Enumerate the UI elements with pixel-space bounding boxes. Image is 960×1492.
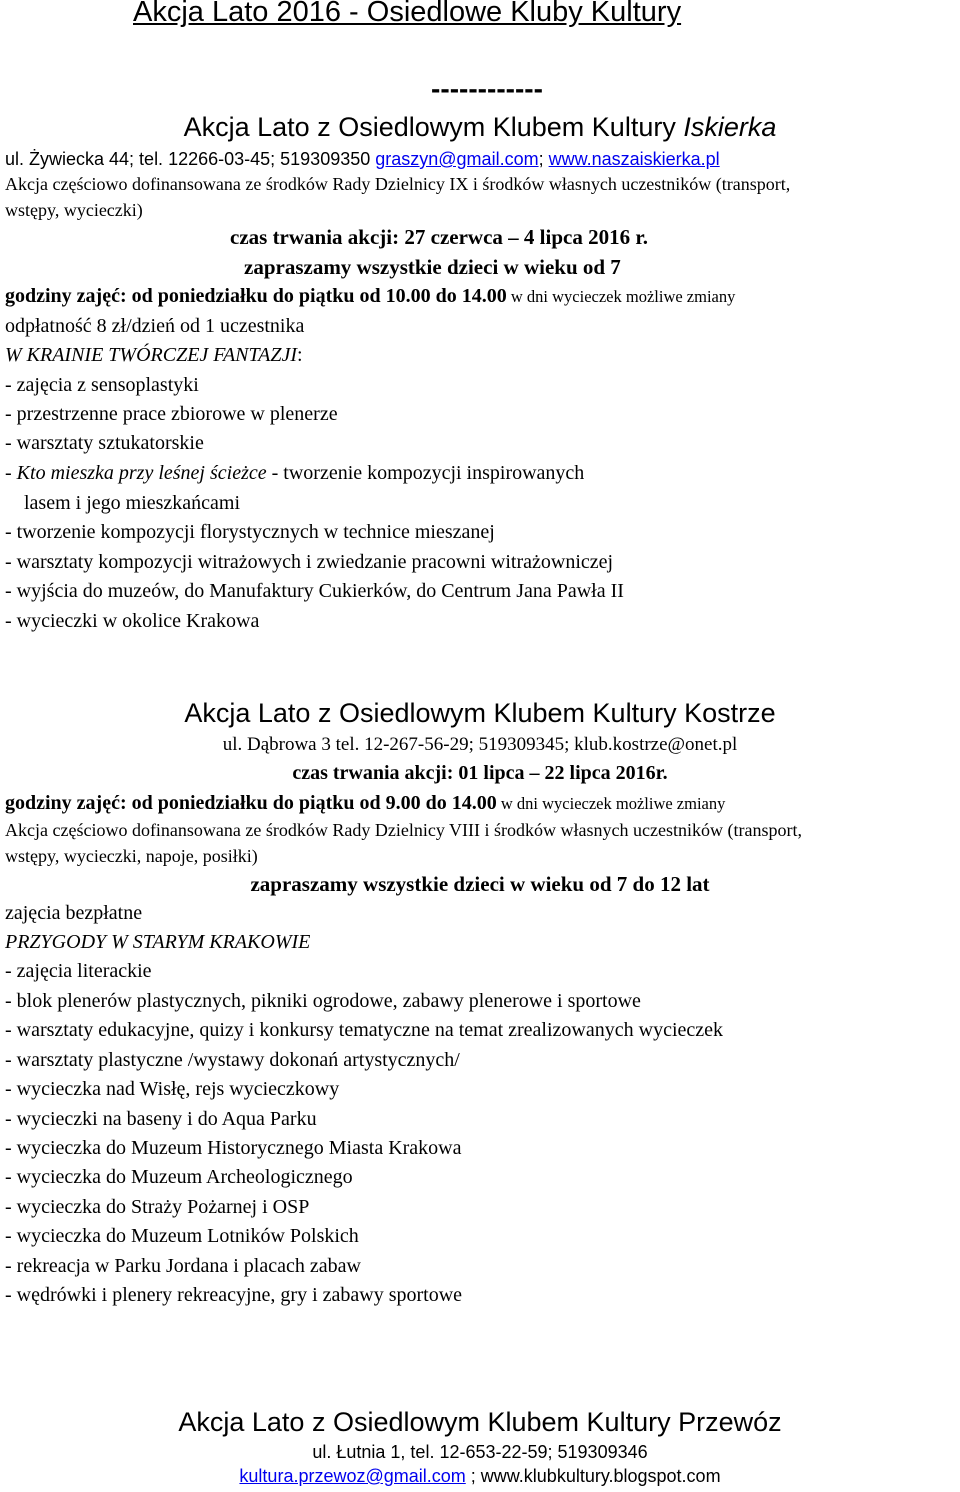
iskierka-program-title-text: W KRAINIE TWÓRCZEJ FANTAZJI — [5, 344, 298, 366]
iskierka-funding-line-1: Akcja częściowo dofinansowana ze środków Rady Dzielnicy IX i środków własnych uczestników (transport, — [5, 174, 791, 194]
przewoz-sep: ; — [465, 1466, 481, 1486]
page-title: Akcja Lato 2016 - Osiedlowe Kluby Kultury — [133, 0, 682, 28]
przewoz-heading: Akcja Lato z Osiedlowym Klubem Kultury Przewóz — [178, 1407, 782, 1437]
iskierka-funding-line-2: wstępy, wycieczki) — [5, 200, 143, 220]
kostrze-item: - wycieczki na baseny i do Aqua Parku — [5, 1108, 317, 1130]
iskierka-contact — [5, 149, 720, 170]
iskierka-item: - zajęcia z sensoplastyki — [5, 374, 199, 396]
iskierka-item-kto — [5, 462, 584, 485]
kostrze-contact: ul. Dąbrowa 3 tel. 12-267-56-29; 519309345; klub.kostrze@onet.pl — [222, 734, 738, 755]
kostrze-hours — [5, 792, 725, 815]
kostrze-item: - wycieczka do Muzeum Lotników Polskich — [5, 1225, 359, 1247]
kostrze-item: - warsztaty edukacyjne, quizy i konkursy tematyczne na temat zrealizowanych wycieczek — [5, 1019, 724, 1041]
iskierka-address: ul. Żywiecka 44; tel. 12266-03-45; 519309350 — [5, 149, 376, 169]
kostrze-invite: zapraszamy wszystkie dzieci w wieku od 7 do 12 lat — [250, 872, 710, 896]
iskierka-hours — [5, 285, 735, 308]
iskierka-website-link[interactable]: www.naszaiskierka.pl — [548, 149, 720, 169]
iskierka-heading — [0, 112, 960, 143]
iskierka-club-name: Iskierka — [683, 112, 777, 142]
iskierka-program-title — [5, 344, 303, 367]
kostrze-hours-note: w dni wycieczek możliwe zmiany — [496, 794, 726, 813]
przewoz-email-link[interactable]: kultura.przewoz@gmail.com — [239, 1466, 466, 1486]
przewoz-address: ul. Łutnia 1, tel. 12-653-22-59; 519309346 — [312, 1442, 648, 1462]
iskierka-sep: ; — [538, 149, 549, 169]
kostrze-funding-line-2: wstępy, wycieczki, napoje, posiłki) — [5, 846, 258, 866]
przewoz-contact — [0, 1466, 960, 1487]
kostrze-item: - blok plenerów plastycznych, pikniki ogrodowe, zabawy plenerowe i sportowe — [5, 990, 641, 1012]
iskierka-hours-text: godziny zajęć: od poniedziałku do piątku od 10.00 do 14.00 — [5, 285, 507, 307]
kostrze-item: - wędrówki i plenery rekreacyjne, gry i zabawy sportowe — [5, 1284, 463, 1306]
kostrze-item: - wycieczka do Straży Pożarnej i OSP — [5, 1196, 310, 1218]
iskierka-fee: odpłatność 8 zł/dzień od 1 uczestnika — [5, 315, 305, 337]
kostrze-item: - rekreacja w Parku Jordana i placach zabaw — [5, 1255, 361, 1277]
iskierka-item: - wycieczki w okolice Krakowa — [5, 610, 260, 632]
kostrze-hours-text: godziny zajęć: od poniedziałku do piątku od 9.00 do 14.00 — [5, 792, 497, 814]
iskierka-program-colon: : — [297, 344, 303, 366]
iskierka-hours-note: w dni wycieczek możliwe zmiany — [506, 287, 736, 306]
kostrze-item: - warsztaty plastyczne /wystawy dokonań artystycznych/ — [5, 1049, 460, 1071]
iskierka-item: - wyjścia do muzeów, do Manufaktury Cukierków, do Centrum Jana Pawła II — [5, 580, 624, 602]
iskierka-item-kto-rest: - tworzenie kompozycji inspirowanych — [266, 462, 585, 484]
kostrze-item: - zajęcia literackie — [5, 960, 152, 982]
iskierka-item-kto-italic: Kto mieszka przy leśnej ścieżce — [16, 462, 267, 484]
iskierka-item: - warsztaty kompozycji witrażowych i zwiedzanie pracowni witrażowniczej — [5, 551, 614, 573]
kostrze-item: - wycieczka do Muzeum Archeologicznego — [5, 1166, 353, 1188]
iskierka-invite: zapraszamy wszystkie dzieci w wieku od 7 — [244, 255, 621, 279]
kostrze-free: zajęcia bezpłatne — [5, 902, 143, 924]
kostrze-funding-line-1: Akcja częściowo dofinansowana ze środków Rady Dzielnicy VIII i środków własnych uczestników (transport, — [5, 820, 802, 840]
kostrze-duration: czas trwania akcji: 01 lipca – 22 lipca 2016r. — [292, 762, 668, 784]
iskierka-item: - tworzenie kompozycji florystycznych w technice mieszanej — [5, 521, 495, 543]
iskierka-item-kto-dash: - — [5, 462, 17, 484]
iskierka-duration: czas trwania akcji: 27 czerwca – 4 lipca 2016 r. — [230, 225, 648, 249]
iskierka-heading-text: Akcja Lato z Osiedlowym Klubem Kultury — [183, 112, 684, 142]
przewoz-website[interactable]: www.klubkultury.blogspot.com — [480, 1466, 721, 1486]
kostrze-item: - wycieczka nad Wisłę, rejs wycieczkowy — [5, 1078, 340, 1100]
kostrze-program-title: PRZYGODY W STARYM KRAKOWIE — [5, 931, 311, 953]
kostrze-heading: Akcja Lato z Osiedlowym Klubem Kultury Kostrze — [184, 698, 776, 728]
separator: ------------ — [431, 73, 543, 104]
iskierka-item-kto-continuation: lasem i jego mieszkańcami — [24, 492, 241, 514]
iskierka-item: - przestrzenne prace zbiorowe w plenerze — [5, 403, 338, 425]
iskierka-email-link[interactable]: graszyn@gmail.com — [375, 149, 539, 169]
kostrze-item: - wycieczka do Muzeum Historycznego Miasta Krakowa — [5, 1137, 462, 1159]
iskierka-item: - warsztaty sztukatorskie — [5, 432, 204, 454]
